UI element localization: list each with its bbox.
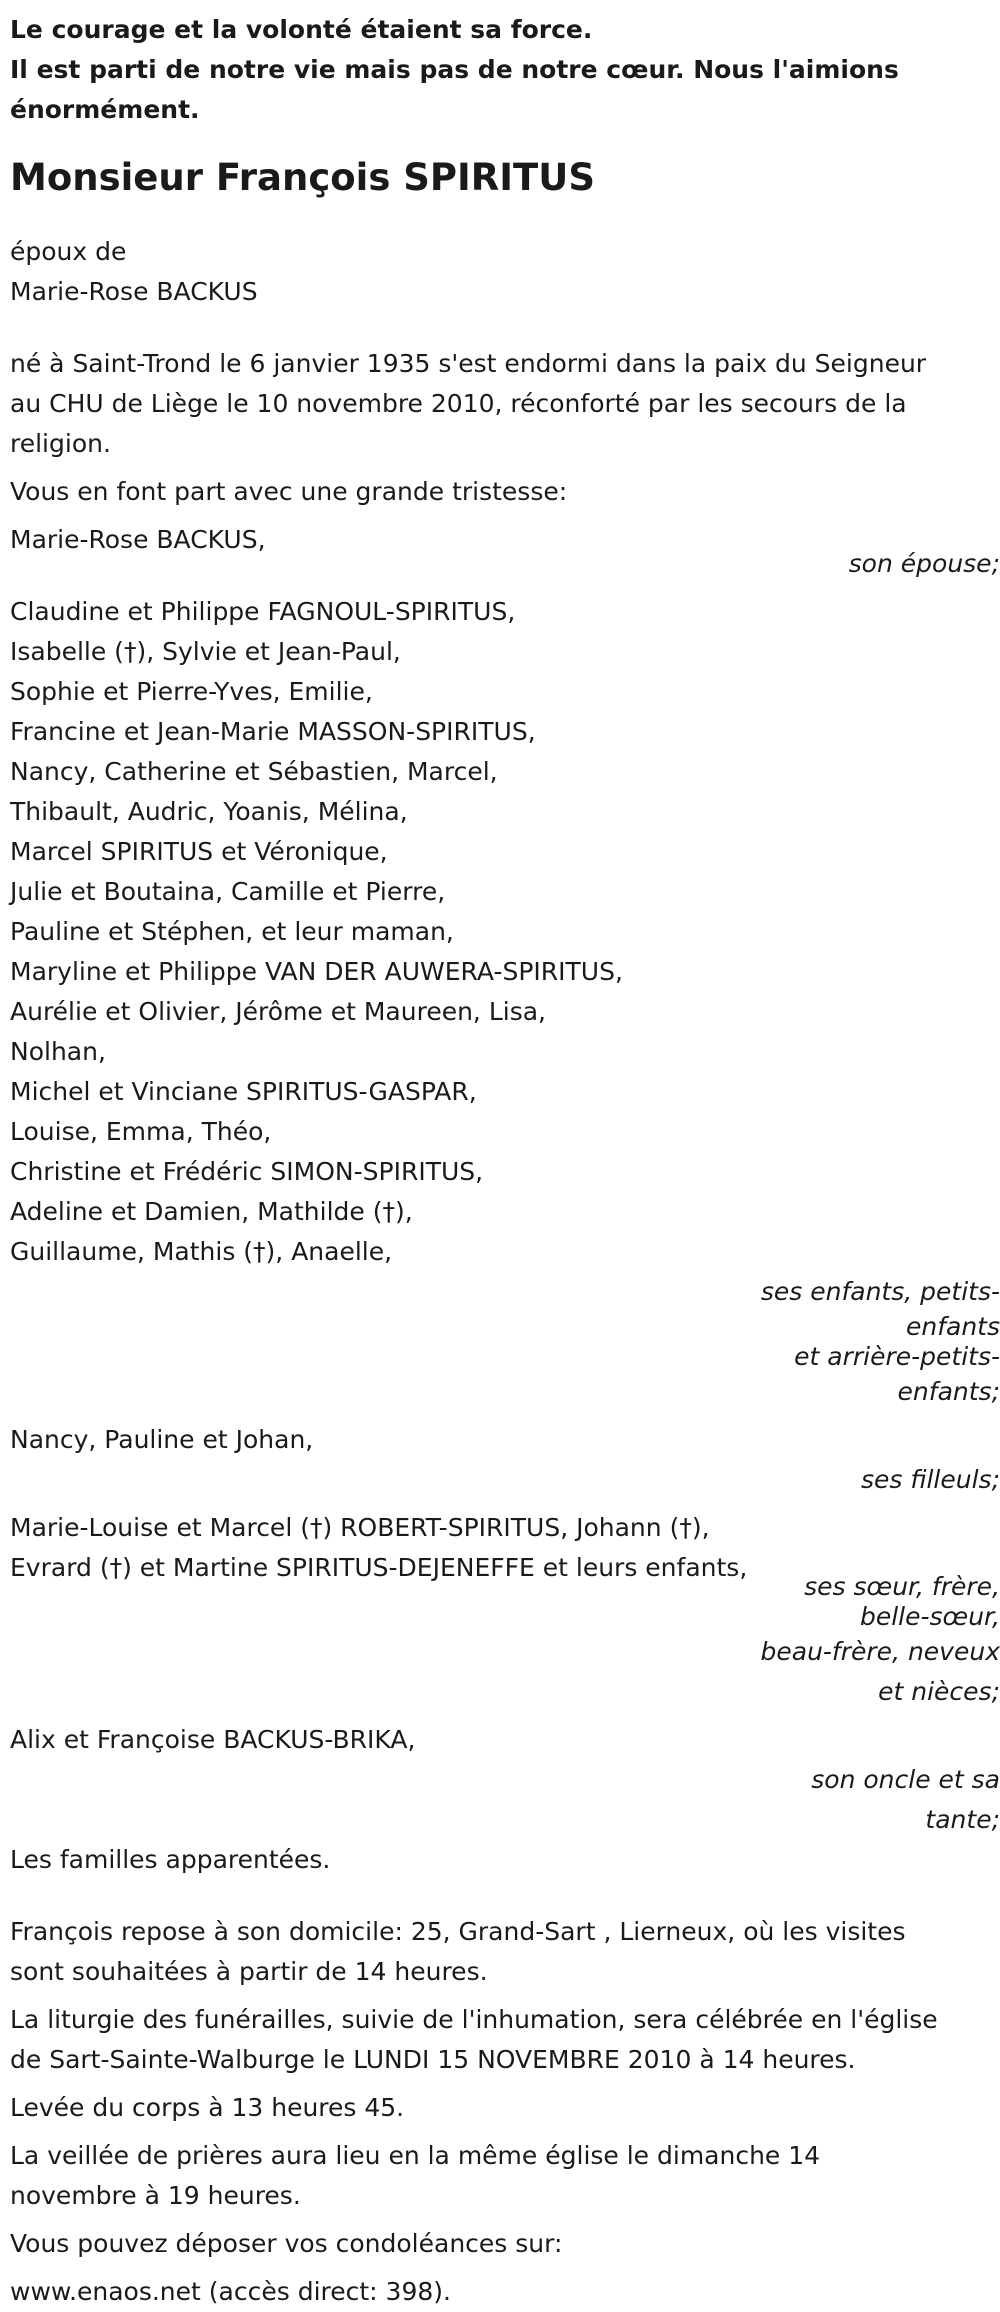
list-item: Sophie et Pierre-Yves, Emilie, [10,677,373,706]
list-item: Adeline et Damien, Mathilde (†), [10,1197,413,1226]
wife-relation: son épouse; [848,549,1000,578]
intro-message-line: énormément. [10,95,200,124]
condolences-link[interactable]: www.enaos.net (accès direct: 398). [10,2277,451,2306]
list-item: Claudine et Philippe FAGNOUL-SPIRITUS, [10,597,516,626]
intro-message [10,50,988,130]
paragraph-line: La liturgie des funérailles, suivie de l'inhumation, sera célébrée en l'église [10,2005,938,2034]
relation-line: ses sœur, frère, [804,1572,1000,1601]
spouse-label: époux de [10,237,127,266]
list-item: Evrard (†) et Martine SPIRITUS-DEJENEFFE et leurs enfants, [10,1553,748,1582]
birth-death-paragraph [10,344,988,464]
relation-line: enfants; [897,1377,1000,1406]
children-relation [10,1272,1000,1412]
list-item: Nolhan, [10,1037,106,1066]
paragraph-line: novembre à 19 heures. [10,2181,301,2210]
paragraph-line: François repose à son domicile: 25, Grand-Sart , Lierneux, où les visites [10,1917,906,1946]
paragraph-line: La veillée de prières aura lieu en la même église le dimanche 14 [10,2141,821,2170]
relation-line: son oncle et sa [811,1765,1000,1794]
intro-message-line: Il est parti de notre vie mais pas de notre cœur. Nous l'aimions [10,55,899,84]
paragraph-line: de Sart-Sainte-Walburge le LUNDI 15 NOVEMBRE 2010 à 14 heures. [10,2045,856,2074]
uncle-line: Alix et Françoise BACKUS-BRIKA, [10,1725,416,1754]
list-item: Louise, Emma, Théo, [10,1117,272,1146]
rest-paragraph [10,1912,988,1992]
relation-line: ses enfants, petits- [760,1277,1000,1306]
relation-line: belle-sœur, [859,1602,1000,1631]
paragraph-line: religion. [10,429,111,458]
relation-line: et nièces; [878,1677,1000,1706]
deceased-name: Monsieur François SPIRITUS [10,156,595,199]
list-item: Marcel SPIRITUS et Véronique, [10,837,388,866]
spouse-name: Marie-Rose BACKUS [10,277,258,306]
list-item: Guillaume, Mathis (†), Anaelle, [10,1237,393,1266]
siblings-relation [10,1572,1000,1712]
children-list [10,592,988,1272]
list-item: Aurélie et Olivier, Jérôme et Maureen, Lisa, [10,997,546,1026]
list-item: Maryline et Philippe VAN DER AUWERA-SPIRITUS, [10,957,623,986]
relation-line: beau-frère, neveux [760,1637,1000,1666]
condolences-label: Vous pouvez déposer vos condoléances sur: [10,2229,563,2258]
wife-line: Marie-Rose BACKUS, [10,525,266,554]
godchildren-relation: ses filleuls; [860,1465,1000,1494]
relation-line: enfants [905,1312,1000,1341]
announce-line: Vous en font part avec une grande tristesse: [10,477,568,506]
list-item: Nancy, Catherine et Sébastien, Marcel, [10,757,498,786]
obituary-document [10,10,1000,2312]
families-line: Les familles apparentées. [10,1845,331,1874]
vigil-paragraph [10,2136,988,2216]
list-item: Christine et Frédéric SIMON-SPIRITUS, [10,1157,484,1186]
relation-line: tante; [925,1805,1000,1834]
paragraph-line: né à Saint-Trond le 6 janvier 1935 s'est endormi dans la paix du Seigneur [10,349,927,378]
paragraph-line: au CHU de Liège le 10 novembre 2010, réconforté par les secours de la [10,389,907,418]
list-item: Isabelle (†), Sylvie et Jean-Paul, [10,637,401,666]
liturgy-paragraph [10,2000,988,2080]
list-item: Pauline et Stéphen, et leur maman, [10,917,454,946]
uncle-relation [10,1760,1000,1840]
list-item: Marie-Louise et Marcel (†) ROBERT-SPIRITUS, Johann (†), [10,1513,710,1542]
list-item: Julie et Boutaina, Camille et Pierre, [10,877,446,906]
list-item: Michel et Vinciane SPIRITUS-GASPAR, [10,1077,477,1106]
levee-line: Levée du corps à 13 heures 45. [10,2093,405,2122]
godchildren-line: Nancy, Pauline et Johan, [10,1425,314,1454]
intro-quote: Le courage et la volonté étaient sa force. [10,15,593,44]
list-item: Francine et Jean-Marie MASSON-SPIRITUS, [10,717,536,746]
relation-line: et arrière-petits- [794,1342,1000,1371]
list-item: Thibault, Audric, Yoanis, Mélina, [10,797,408,826]
paragraph-line: sont souhaitées à partir de 14 heures. [10,1957,488,1986]
